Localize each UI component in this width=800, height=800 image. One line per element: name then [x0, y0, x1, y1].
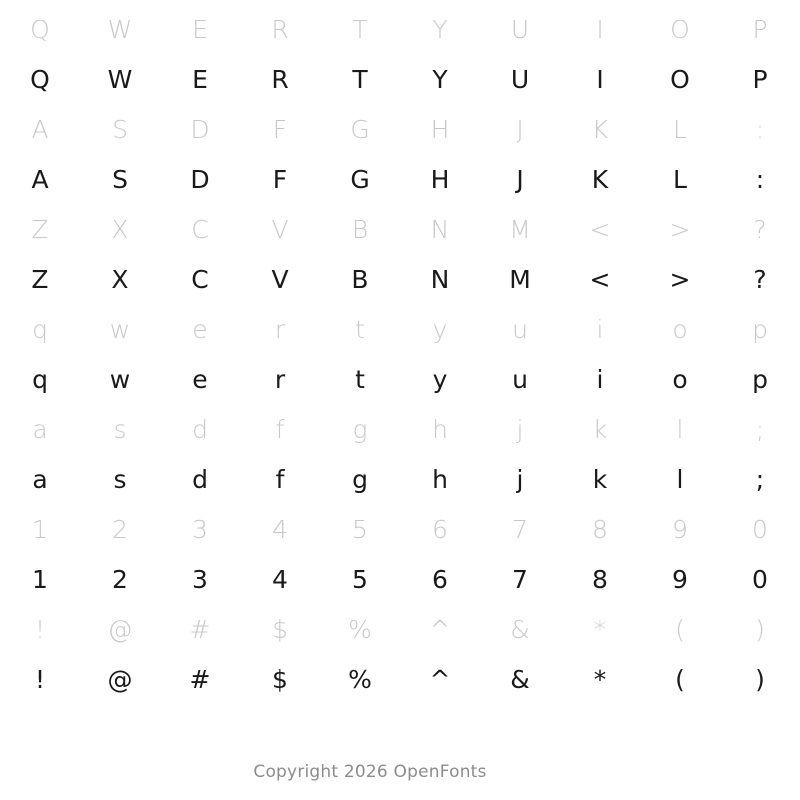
- glyph-cell: >: [669, 214, 691, 244]
- glyph-cell: H: [430, 114, 450, 144]
- glyph-cell: O: [670, 64, 690, 94]
- glyph-cell: u: [512, 314, 528, 344]
- glyph-cell: L: [673, 164, 687, 194]
- glyph-cell: X: [111, 214, 129, 244]
- glyph-cell: *: [593, 614, 607, 644]
- glyph-cell: a: [32, 464, 48, 494]
- glyph-row: [0, 654, 800, 704]
- glyph-cell: j: [516, 414, 524, 444]
- glyph-cell: G: [350, 164, 370, 194]
- glyph-cell: H: [430, 164, 450, 194]
- glyph-cell: G: [350, 114, 370, 144]
- glyph-cell: 3: [192, 514, 208, 544]
- glyph-cell: p: [752, 364, 768, 394]
- glyph-cell: q: [32, 364, 48, 394]
- glyph-cell: F: [272, 114, 288, 144]
- glyph-cell: M: [509, 264, 531, 294]
- glyph-cell: t: [355, 364, 365, 394]
- glyph-cell: T: [352, 14, 368, 44]
- glyph-cell: T: [352, 64, 368, 94]
- glyph-cell: @: [107, 664, 133, 694]
- glyph-cell: !: [34, 664, 46, 694]
- glyph-cell: u: [512, 364, 528, 394]
- glyph-cell: 9: [672, 514, 688, 544]
- glyph-cell: l: [676, 414, 684, 444]
- glyph-cell: f: [275, 414, 285, 444]
- glyph-cell: F: [272, 164, 288, 194]
- glyph-cell: ^: [429, 614, 451, 644]
- glyph-cell: &: [510, 664, 530, 694]
- glyph-cell: e: [192, 364, 208, 394]
- glyph-cell: R: [271, 14, 289, 44]
- glyph-cell: N: [430, 214, 450, 244]
- glyph-cell: o: [672, 314, 688, 344]
- glyph-cell: k: [592, 414, 608, 444]
- glyph-cell: 7: [512, 514, 528, 544]
- glyph-cell: #: [189, 614, 211, 644]
- glyph-cell: K: [591, 164, 609, 194]
- glyph-cell: Y: [432, 14, 448, 44]
- glyph-cell: s: [113, 464, 127, 494]
- footer: [0, 762, 800, 782]
- glyph-cell: w: [109, 364, 131, 394]
- glyph-cell: *: [593, 664, 607, 694]
- glyph-cell: 8: [592, 564, 608, 594]
- glyph-row: [0, 504, 800, 554]
- glyph-cell: 2: [112, 514, 128, 544]
- glyph-cell: r: [274, 314, 286, 344]
- glyph-cell: 0: [752, 514, 768, 544]
- glyph-cell: B: [351, 214, 369, 244]
- glyph-cell: R: [271, 64, 289, 94]
- copyright-text: Copyright 2026 OpenFonts: [253, 762, 487, 782]
- glyph-cell: 1: [32, 564, 48, 594]
- glyph-cell: k: [592, 464, 608, 494]
- glyph-row: [0, 554, 800, 604]
- glyph-cell: d: [192, 414, 208, 444]
- glyph-cell: P: [752, 64, 768, 94]
- glyph-row: [0, 254, 800, 304]
- glyph-cell: 4: [272, 564, 288, 594]
- glyph-row: [0, 204, 800, 254]
- glyph-cell: g: [352, 414, 368, 444]
- glyph-cell: V: [271, 214, 289, 244]
- glyph-cell: Q: [30, 14, 50, 44]
- glyph-cell: U: [510, 14, 530, 44]
- glyph-cell: A: [31, 164, 49, 194]
- glyph-cell: D: [190, 114, 210, 144]
- glyph-row: [0, 604, 800, 654]
- glyph-cell: P: [752, 14, 768, 44]
- glyph-cell: X: [111, 264, 129, 294]
- glyph-cell: N: [430, 264, 450, 294]
- glyph-cell: :: [755, 164, 765, 194]
- glyph-cell: 5: [352, 514, 368, 544]
- glyph-cell: D: [190, 164, 210, 194]
- glyph-cell: L: [673, 114, 687, 144]
- glyph-cell: O: [670, 14, 690, 44]
- glyph-cell: 7: [512, 564, 528, 594]
- glyph-cell: Z: [31, 214, 49, 244]
- glyph-cell: I: [596, 64, 604, 94]
- glyph-cell: h: [432, 414, 448, 444]
- glyph-cell: W: [107, 64, 133, 94]
- glyph-cell: d: [192, 464, 208, 494]
- glyph-cell: 1: [32, 514, 48, 544]
- glyph-cell: i: [596, 364, 604, 394]
- glyph-cell: K: [591, 114, 609, 144]
- glyph-cell: $: [272, 664, 288, 694]
- glyph-cell: 0: [752, 564, 768, 594]
- glyph-cell: 6: [432, 564, 448, 594]
- glyph-cell: J: [516, 114, 524, 144]
- glyph-cell: ): [755, 614, 765, 644]
- glyph-cell: >: [669, 264, 691, 294]
- glyph-cell: f: [275, 464, 285, 494]
- glyph-row: [0, 154, 800, 204]
- glyph-cell: S: [112, 164, 128, 194]
- glyph-cell: 2: [112, 564, 128, 594]
- glyph-cell: 3: [192, 564, 208, 594]
- glyph-cell: #: [189, 664, 211, 694]
- glyph-cell: Q: [30, 64, 50, 94]
- glyph-cell: o: [672, 364, 688, 394]
- glyph-cell: 5: [352, 564, 368, 594]
- glyph-cell: B: [351, 264, 369, 294]
- glyph-cell: E: [192, 14, 208, 44]
- glyph-cell: %: [348, 614, 372, 644]
- glyph-row: [0, 4, 800, 54]
- glyph-cell: (: [675, 614, 685, 644]
- glyph-cell: h: [432, 464, 448, 494]
- glyph-cell: 4: [272, 514, 288, 544]
- glyph-cell: E: [192, 64, 208, 94]
- glyph-cell: A: [31, 114, 49, 144]
- glyph-cell: Z: [31, 264, 49, 294]
- glyph-cell: U: [510, 64, 530, 94]
- glyph-cell: r: [274, 364, 286, 394]
- glyph-cell: I: [596, 14, 604, 44]
- glyph-row: [0, 304, 800, 354]
- glyph-cell: y: [432, 364, 448, 394]
- glyph-cell: $: [272, 614, 288, 644]
- glyph-cell: J: [516, 164, 524, 194]
- glyph-cell: y: [432, 314, 448, 344]
- glyph-row: [0, 54, 800, 104]
- glyph-cell: S: [112, 114, 128, 144]
- glyph-row: [0, 404, 800, 454]
- glyph-row: [0, 104, 800, 154]
- glyph-cell: !: [34, 614, 46, 644]
- glyph-cell: a: [32, 414, 48, 444]
- glyph-cell: t: [355, 314, 365, 344]
- glyph-cell: <: [589, 214, 611, 244]
- glyph-cell: l: [676, 464, 684, 494]
- glyph-cell: M: [509, 214, 531, 244]
- glyph-cell: (: [675, 664, 685, 694]
- glyph-cell: i: [596, 314, 604, 344]
- glyph-cell: Y: [432, 64, 448, 94]
- glyph-cell: ^: [429, 664, 451, 694]
- glyph-cell: g: [352, 464, 368, 494]
- glyph-cell: :: [755, 114, 765, 144]
- glyph-cell: ;: [755, 414, 765, 444]
- glyph-cell: q: [32, 314, 48, 344]
- glyph-cell: <: [589, 264, 611, 294]
- glyph-cell: e: [192, 314, 208, 344]
- glyph-cell: 6: [432, 514, 448, 544]
- glyph-cell: ?: [753, 214, 767, 244]
- glyph-cell: s: [113, 414, 127, 444]
- glyph-cell: w: [109, 314, 131, 344]
- glyph-row: [0, 454, 800, 504]
- glyph-cell: &: [510, 614, 530, 644]
- glyph-cell: V: [271, 264, 289, 294]
- glyph-cell: ): [755, 664, 765, 694]
- glyph-row: [0, 354, 800, 404]
- glyph-cell: ?: [753, 264, 767, 294]
- glyph-cell: W: [107, 14, 133, 44]
- glyph-cell: C: [191, 214, 209, 244]
- glyph-cell: 9: [672, 564, 688, 594]
- glyph-cell: ;: [755, 464, 765, 494]
- glyph-cell: j: [516, 464, 524, 494]
- glyph-cell: %: [348, 664, 372, 694]
- glyph-cell: @: [107, 614, 133, 644]
- glyph-cell: 8: [592, 514, 608, 544]
- glyph-cell: p: [752, 314, 768, 344]
- glyph-cell: C: [191, 264, 209, 294]
